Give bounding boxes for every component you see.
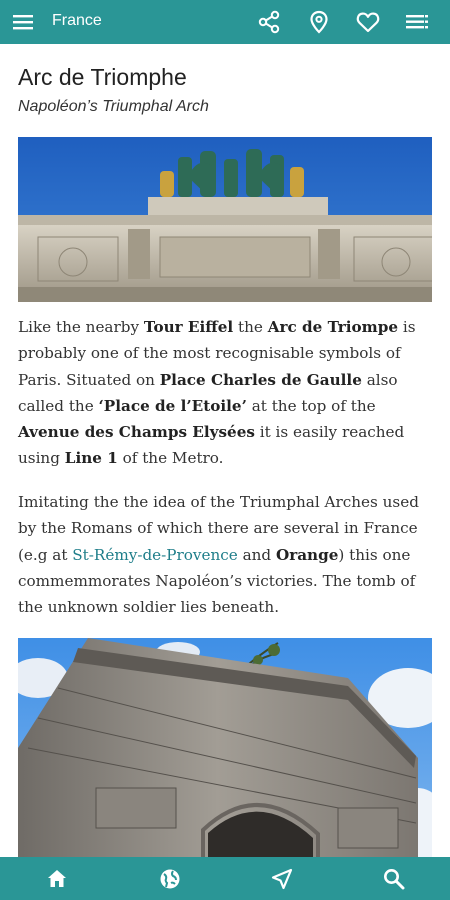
bold-term: Orange <box>275 545 339 564</box>
article-paragraph-2: Imitating the the idea of the Triumphal Arches used by the Romans of which there are several in France (e.g at St-Rémy-de-Provence and Orange) this one commemmorates Napoléon’s victories. The tomb of the unknown soldier lies beneath. <box>18 493 419 617</box>
arch-top-photo <box>18 137 432 302</box>
home-icon[interactable] <box>45 867 69 891</box>
bottom-nav <box>0 857 450 900</box>
heart-icon[interactable] <box>355 10 381 34</box>
link-st-remy[interactable]: St-Rémy-de-Provence <box>72 545 238 564</box>
bold-term: Arc de Triompe <box>267 318 399 336</box>
menu-icon[interactable] <box>12 12 34 32</box>
bold-term: Place Charles de Gaulle <box>159 370 362 389</box>
bold-term: Line 1 <box>64 449 118 468</box>
article-title: Arc de Triomphe <box>18 64 187 90</box>
bold-term: Avenue des Champs Elysées <box>18 423 255 442</box>
app-bar <box>0 0 450 44</box>
article-paragraph-1: Like the nearby Tour Eiffel the Arc de Triompe is probably one of the most recognisable symbols of Paris. Situated on Place Charles de Gaulle also called the ‘Place de l’Etoile’ at the top of the Avenue des Champs Elysées it is easily reached using Line 1 of the Metro. <box>18 318 416 468</box>
article-subtitle: Napoléon’s Triumphal Arch <box>18 98 209 115</box>
location-pin-icon[interactable] <box>306 10 332 34</box>
app-bar-title: France <box>52 12 102 29</box>
navigation-arrow-icon[interactable] <box>270 867 294 891</box>
globe-icon[interactable] <box>158 867 182 891</box>
bold-term: Tour Eiffel <box>143 318 234 336</box>
bold-term: ‘Place de l’Etoile’ <box>98 396 247 415</box>
list-icon[interactable] <box>404 10 430 34</box>
arch-full-photo <box>18 638 432 860</box>
search-icon[interactable] <box>382 867 406 891</box>
share-icon[interactable] <box>257 10 283 34</box>
